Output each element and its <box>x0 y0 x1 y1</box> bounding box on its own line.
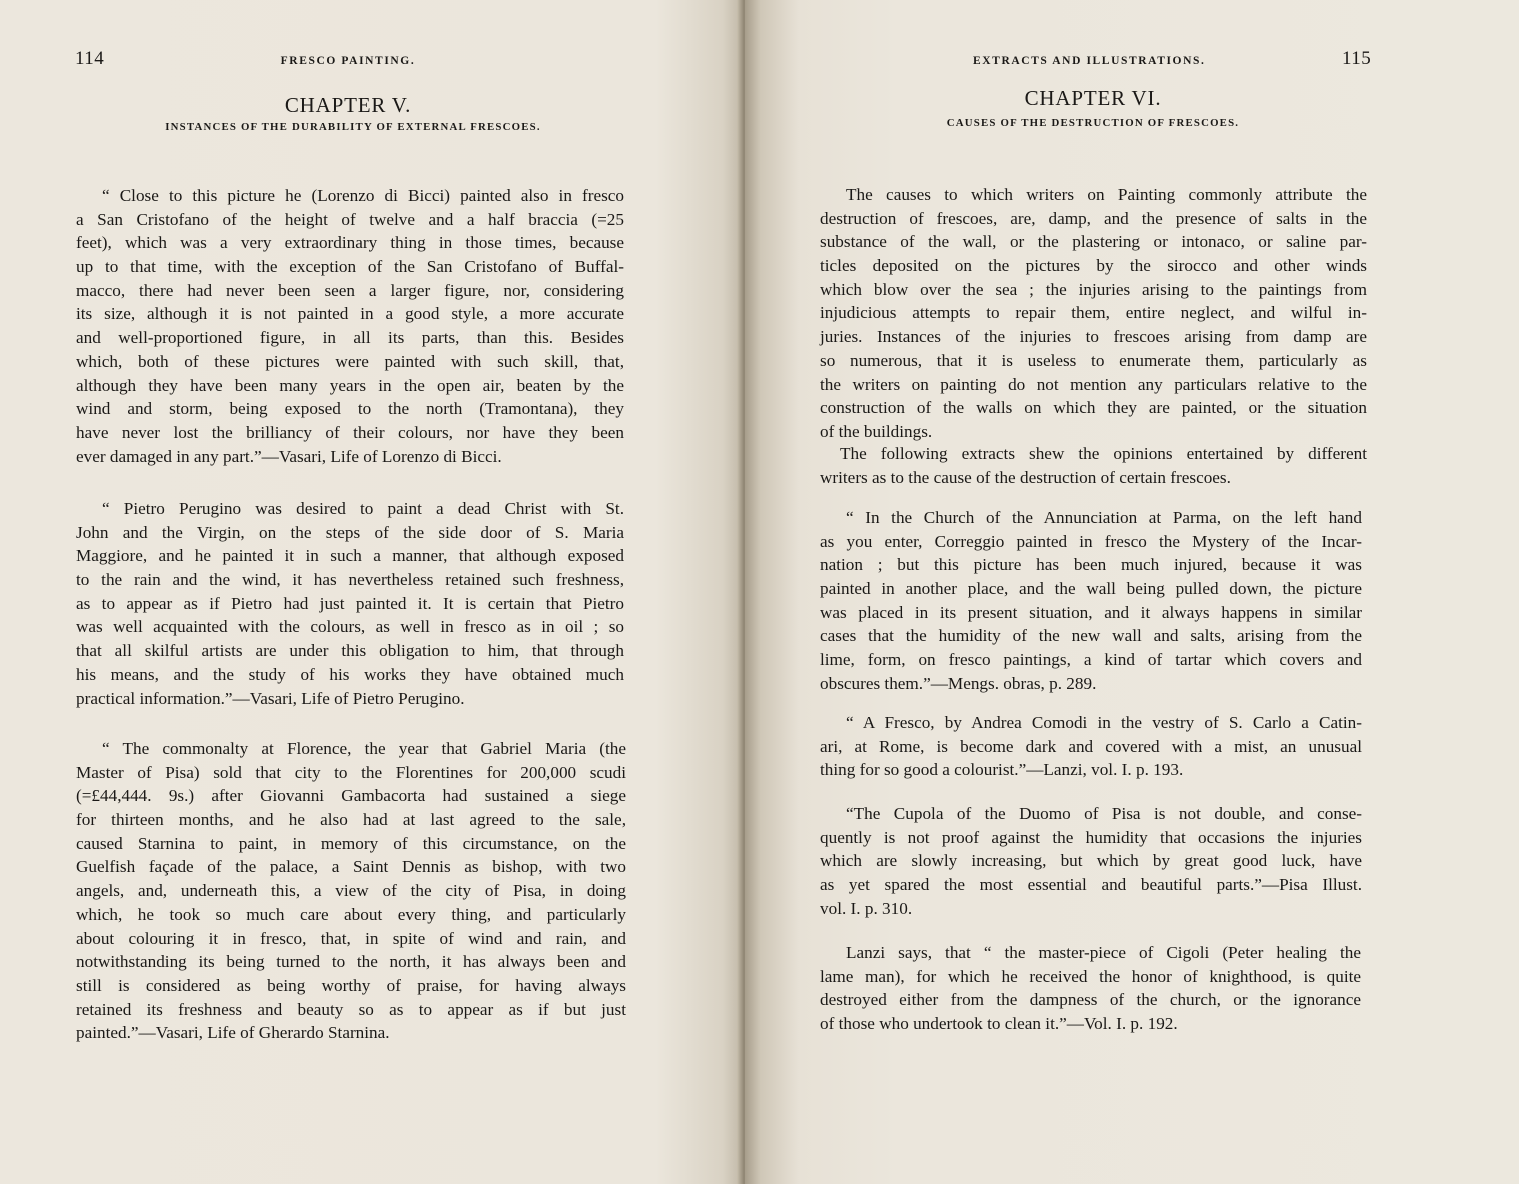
text-line: which, both of these pictures were painted with such skill, that, <box>76 351 624 371</box>
page-number: 114 <box>75 48 105 69</box>
text-line: Master of Pisa) sold that city to the Florentines for 200,000 scudi <box>76 762 626 782</box>
text-line: for thirteen months, and he also had at last agreed to the sale, <box>76 810 626 830</box>
chapter-subtitle: INSTANCES OF THE DURABILITY OF EXTERNAL FRESCOES. <box>165 121 541 133</box>
paragraph-gherardo-starnina <box>76 737 626 1045</box>
text-line: wind and storm, being exposed to the north (Tramontana), they <box>76 399 624 419</box>
text-line: practical information.”—Vasari, Life of Pietro Perugino. <box>76 688 465 708</box>
text-line: Lanzi says, that “ the master-piece of Cigoli (Peter healing the <box>846 943 1361 962</box>
text-line: as to appear as if Pietro had just painted it. It is certain that Pietro <box>76 593 624 613</box>
paragraph-lanzi-cigoli <box>820 941 1361 1036</box>
text-line: quently is not proof against the humidity that occasions the injuries <box>820 827 1362 847</box>
paragraph-correggio-parma <box>820 506 1362 696</box>
left-page <box>0 0 745 1184</box>
paragraph-following-extracts <box>820 442 1367 489</box>
text-line: ari, at Rome, is become dark and covered with a mist, an unusual <box>820 736 1362 756</box>
text-line: as you enter, Correggio painted in fresco the Mystery of the Incar- <box>820 531 1362 551</box>
text-line: destruction of frescoes, are, damp, and the presence of salts in the <box>820 208 1367 228</box>
text-line: painted.”—Vasari, Life of Gherardo Starnina. <box>76 1023 390 1043</box>
text-line: still is considered as being worthy of praise, for having always <box>76 975 626 995</box>
page-number: 115 <box>1342 48 1372 69</box>
text-line: “ In the Church of the Annunciation at Parma, on the left hand <box>846 508 1362 527</box>
text-line: (=£44,444. 9s.) after Giovanni Gambacorta had sustained a siege <box>76 786 626 806</box>
text-line: macco, there had never been seen a larger figure, nor, considering <box>76 280 624 300</box>
text-line: was placed in its present situation, and it always happens in similar <box>820 602 1362 622</box>
text-line: of those who undertook to clean it.”—Vol. I. p. 192. <box>820 1014 1178 1034</box>
text-line: notwithstanding its being turned to the north, it has always been and <box>76 952 626 972</box>
text-line: its size, although it is not painted in a good style, a more accurate <box>76 304 624 324</box>
text-line: a San Cristofano of the height of twelve and a half braccia (=25 <box>76 209 624 229</box>
text-line: the writers on painting do not mention any particulars relative to the <box>820 374 1367 394</box>
text-line: The causes to which writers on Painting commonly attribute the <box>846 185 1367 204</box>
text-line: which are slowly increasing, but which by great good luck, have <box>820 851 1362 871</box>
text-line: injudicious attempts to repair them, entire neglect, and wilful in- <box>820 303 1367 323</box>
text-line: have never lost the brilliancy of their colours, nor have they been <box>76 422 624 442</box>
text-line: and well-proportioned figure, in all its parts, than this. Besides <box>76 328 624 348</box>
text-line: thing for so good a colourist.”—Lanzi, vol. I. p. 193. <box>820 760 1184 780</box>
paragraph-cupola-pisa <box>820 802 1362 920</box>
text-line: writers as to the cause of the destruction of certain frescoes. <box>820 467 1231 487</box>
text-line: retained its freshness and beauty so as to appear as if but just <box>76 999 626 1019</box>
text-line: juries. Instances of the injuries to frescoes arising from damp are <box>820 327 1367 347</box>
text-line: substance of the wall, or the plastering or intonaco, or saline par- <box>820 232 1367 252</box>
right-page <box>745 0 1519 1184</box>
text-line: about colouring it in fresco, that, in spite of wind and rain, and <box>76 928 626 948</box>
chapter-title: CHAPTER V. <box>284 93 412 117</box>
chapter-title: CHAPTER VI. <box>1024 86 1162 110</box>
paragraph-lorenzo-di-bicci <box>76 184 624 468</box>
text-line: to the rain and the wind, it has nevertheless retained such freshness, <box>76 570 624 590</box>
text-line: up to that time, with the exception of the San Cristofano of Buffal- <box>76 257 624 277</box>
text-line: painted in another place, and the wall being pulled down, the picture <box>820 579 1362 599</box>
text-line: “ Close to this picture he (Lorenzo di Bicci) painted also in fresco <box>102 186 624 205</box>
text-line: “ A Fresco, by Andrea Comodi in the vestry of S. Carlo a Catin- <box>846 713 1362 732</box>
text-line: cases that the humidity of the new wall and salts, arising from the <box>820 626 1362 646</box>
text-line: his means, and the study of his works they have obtained much <box>76 664 624 684</box>
paragraph-causes <box>820 183 1367 444</box>
paragraph-andrea-comodi <box>820 711 1362 782</box>
text-line: feet), which was a very extraordinary thing in those times, because <box>76 233 624 253</box>
text-line: ticles deposited on the pictures by the sirocco and other winds <box>820 256 1367 276</box>
text-line: Maggiore, and he painted it in such a manner, that although exposed <box>76 546 624 566</box>
text-line: obscures them.”—Mengs. obras, p. 289. <box>820 673 1097 693</box>
text-line: John and the Virgin, on the steps of the side door of S. Maria <box>76 522 624 542</box>
text-line: lime, form, on fresco paintings, a kind of tartar which covers and <box>820 650 1362 670</box>
text-line: The following extracts shew the opinions entertained by different <box>840 444 1367 463</box>
text-line: as yet spared the most essential and beautiful parts.”—Pisa Illust. <box>820 875 1362 895</box>
text-line: so numerous, that it is useless to enumerate them, particularly as <box>820 350 1367 370</box>
text-line: “ Pietro Perugino was desired to paint a dead Christ with St. <box>102 499 624 518</box>
text-line: which blow over the sea ; the injuries arising to the paintings from <box>820 279 1367 299</box>
text-line: lame man), for which he received the honor of knighthood, is quite <box>820 966 1361 986</box>
text-line: vol. I. p. 310. <box>820 898 913 918</box>
text-line: ever damaged in any part.”—Vasari, Life of Lorenzo di Bicci. <box>76 446 502 466</box>
text-line: angels, and, underneath this, a view of the city of Pisa, in doing <box>76 881 626 901</box>
running-head: EXTRACTS AND ILLUSTRATIONS. <box>973 55 1206 67</box>
text-line: destroyed either from the dampness of the church, or the ignorance <box>820 990 1361 1010</box>
text-line: although they have been many years in the open air, beaten by the <box>76 375 624 395</box>
text-line: “The Cupola of the Duomo of Pisa is not double, and conse- <box>846 804 1362 823</box>
text-line: was well acquainted with the colours, as well in fresco as in oil ; so <box>76 617 624 637</box>
text-line: “ The commonalty at Florence, the year that Gabriel Maria (the <box>102 739 626 758</box>
text-line: of the buildings. <box>820 421 933 441</box>
text-line: that all skilful artists are under this obligation to him, that through <box>76 641 624 661</box>
text-line: Guelfish façade of the palace, a Saint Dennis as bishop, with two <box>76 857 626 877</box>
text-line: which, he took so much care about every thing, and particularly <box>76 904 626 924</box>
running-head: FRESCO PAINTING. <box>280 55 416 67</box>
text-line: construction of the walls on which they are painted, or the situation <box>820 398 1367 418</box>
text-line: caused Starnina to paint, in memory of this circumstance, on the <box>76 833 626 853</box>
chapter-subtitle: CAUSES OF THE DESTRUCTION OF FRESCOES. <box>946 117 1240 129</box>
text-line: nation ; but this picture has been much injured, because it was <box>820 555 1362 575</box>
paragraph-pietro-perugino <box>76 497 624 710</box>
